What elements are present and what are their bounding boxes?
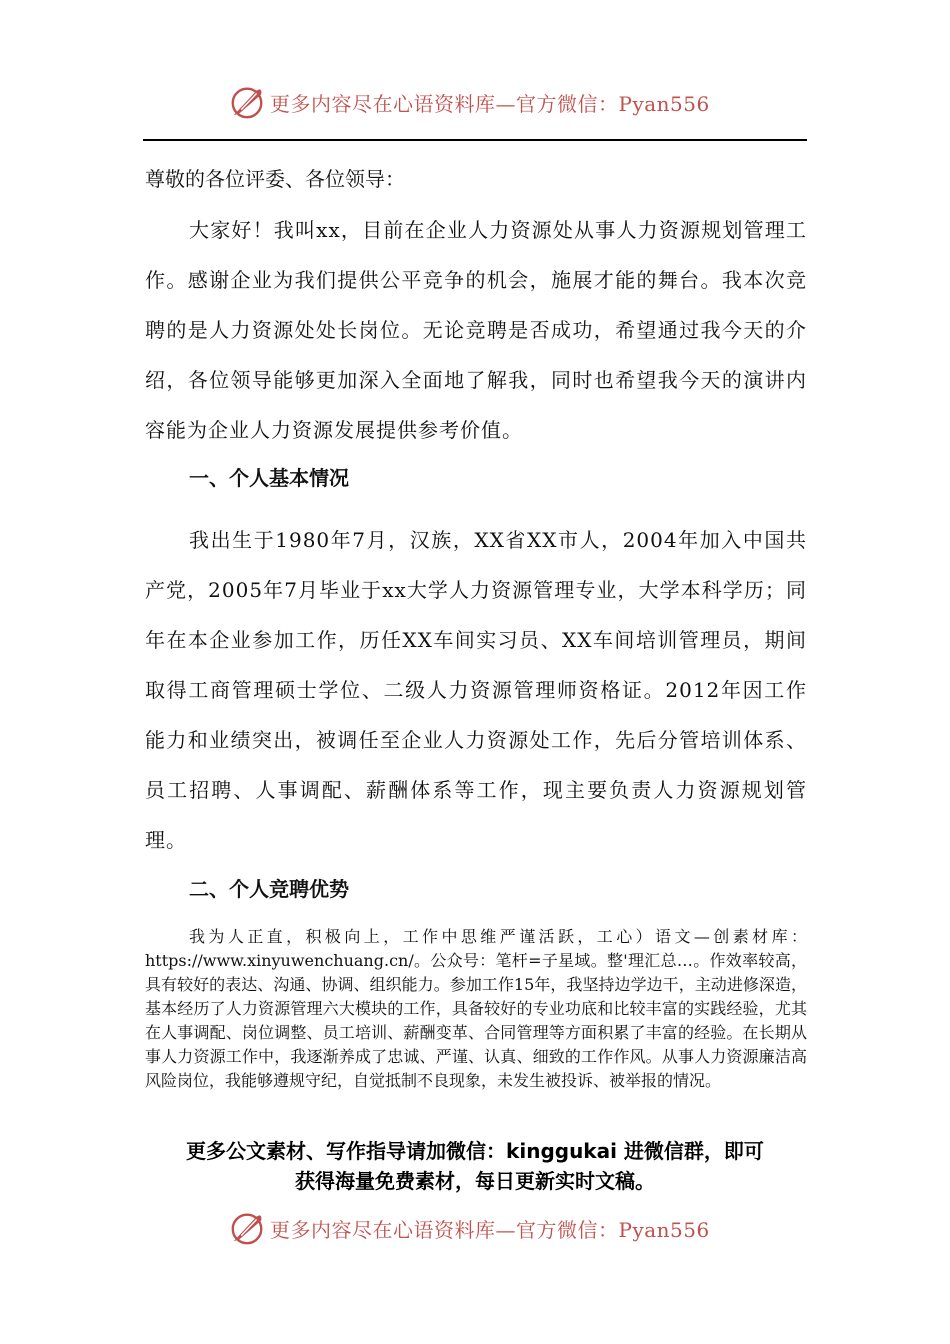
footer-banner: [228, 1208, 710, 1248]
promo-notice: [140, 1136, 810, 1196]
quill-pen-circle-icon: [228, 83, 266, 121]
header-divider: [143, 139, 807, 141]
footer-banner-text: 更多内容尽在心语资料库—官方微信：Pyan556: [270, 1217, 710, 1242]
section2-paragraph: 我为人正直，积极向上，工作中思维严谨活跃，工心）语文—创素材库：https://www.xinyuwenchuang.cn/。公众号：笔杆=子星域。整'理汇总…。作效率较高，具有较好的表达、沟通、协调、组织能力。参加工作15年，我坚持边学边干，主动进修深造，基本经历了人力资源管理六大模块的工作，具备较好的专业功底和比较丰富的实践经验，尤其在人事调配、岗位调整、员工培训、薪酬变革、合同管理等方面积累了丰富的经验。在长期从事人力资源工作中，我逐渐养成了忠诚、严谨、认真、细致的工作作风。从事人力资源廉洁高风险岗位，我能够遵规守纪，自觉抵制不良现象，未发生被投诉、被举报的情况。: [145, 927, 807, 1090]
greeting: 尊敬的各位评委、各位领导：: [145, 167, 405, 191]
section1-heading: 一、个人基本情况: [189, 466, 349, 490]
intro-paragraph: 大家好！我叫xx，目前在企业人力资源处从事人力资源规划管理工作。感谢企业为我们提供公平竞争的机会，施展才能的舞台。我本次竞聘的是人力资源处处长岗位。无论竞聘是否成功，希望通过我今天的介绍，各位领导能够更加深入全面地了解我，同时也希望我今天的演讲内容能为企业人力资源发展提供参考价值。: [145, 218, 807, 442]
header-banner: [228, 82, 710, 122]
section2-heading: 二、个人竞聘优势: [189, 877, 349, 901]
promo-line-1: 更多公文素材、写作指导请加微信：kinggukai 进微信群，即可: [186, 1139, 764, 1163]
header-banner-text: 更多内容尽在心语资料库—官方微信：Pyan556: [270, 91, 710, 116]
section1-paragraph: 我出生于1980年7月，汉族，XX省XX市人，2004年加入中国共产党，2005年7月毕业于xx大学人力资源管理专业，大学本科学历；同年在本企业参加工作，历任XX车间实习员、XX车间培训管理员，期间取得工商管理硕士学位、二级人力资源管理师资格证。2012年因工作能力和业绩突出，被调任至企业人力资源处工作，先后分管培训体系、员工招聘、人事调配、薪酬体系等工作，现主要负责人力资源规划管理。: [145, 528, 807, 852]
promo-line-2: 获得海量免费素材，每日更新实时文稿。: [295, 1169, 655, 1193]
quill-pen-circle-icon: [228, 1209, 266, 1247]
